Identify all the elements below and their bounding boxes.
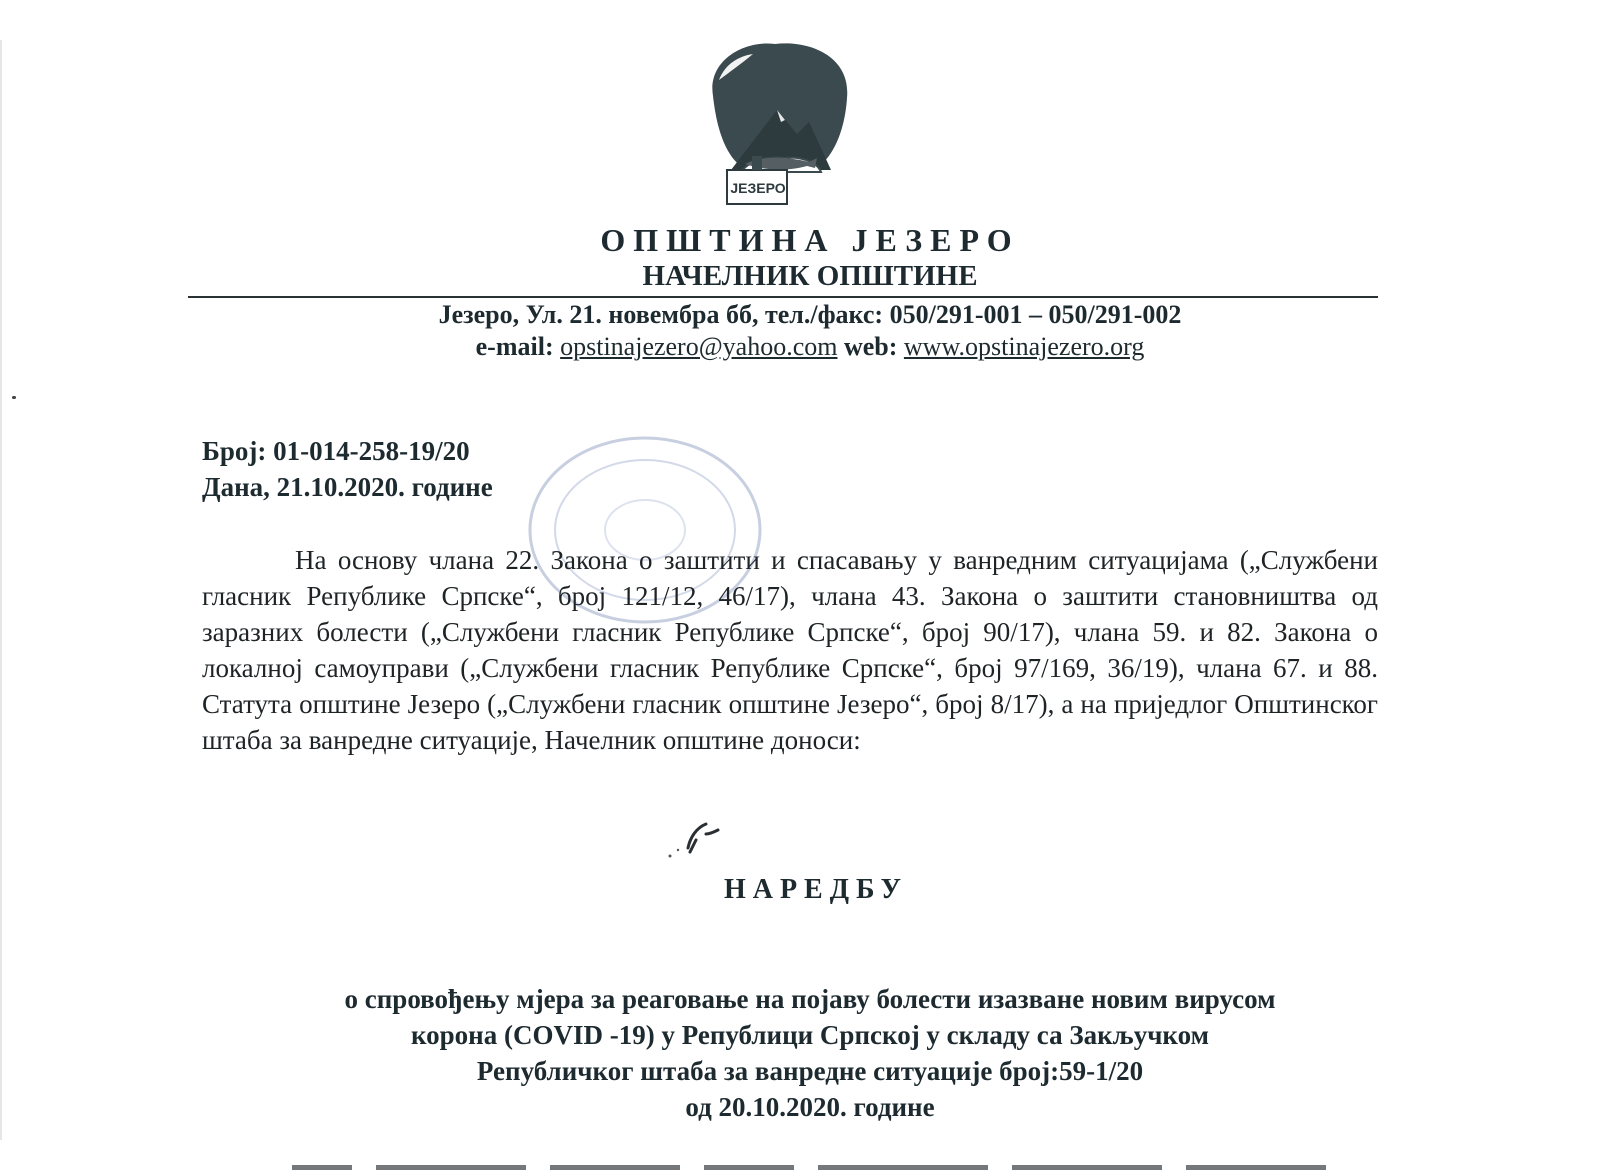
document-subtitle-line-4: од 20.10.2020. године bbox=[685, 1092, 935, 1122]
web-link[interactable]: www.opstinajezero.org bbox=[903, 332, 1145, 361]
document-subtitle-line-2: корона (COVID -19) у Републици Српској у складу са Закључком bbox=[410, 1020, 1210, 1050]
logo-label: ЈЕЗЕРО bbox=[730, 180, 786, 196]
legal-basis-paragraph: На основу члана 22. Закона о заштити и спасавању у ванредним ситуацијама („Службени гласник Републике Српске“, број 121/12, 46/17), члана 43. Закона о заштити становништва од заразних болести („Службени гласник Републике Српске“, број 90/17), члана 59. и 82. Закона о локалној самоуправи („Службени гласник Републике Српске“, број 97/169, 36/19), члана 67. и 88. Статута општине Језеро („Службени гласник општине Језеро“, број 8/17), а на приједлог Општинског штаба за ванредне ситуације, Начелник општине доноси: bbox=[202, 545, 1378, 755]
web-label: web: bbox=[843, 332, 898, 361]
document-subtitle-line-3: Републичког штаба за ванредне ситуације број:59-1/20 bbox=[476, 1056, 1144, 1086]
address-line: Језеро, Ул. 21. новембра бб, тел./факс: 050/291-001 – 050/291-002 bbox=[438, 300, 1182, 329]
document-title: НАРЕДБУ bbox=[723, 874, 909, 905]
reference-number: Број: 01-014-258-19/20 bbox=[202, 436, 470, 466]
reference-date: Дана, 21.10.2020. године bbox=[202, 472, 493, 502]
email-link[interactable]: opstinajezero@yahoo.com bbox=[560, 332, 838, 361]
scan-speck bbox=[12, 396, 16, 399]
header-divider bbox=[188, 296, 1378, 298]
contact-line bbox=[0, 332, 1620, 362]
document-subtitle-line-1: о спровођењу мјера за реаговање на појаву болести изазване новим вирусом bbox=[344, 984, 1276, 1014]
scan-edge bbox=[0, 40, 2, 1140]
municipality-name: ОПШТИНА ЈЕЗЕРО bbox=[600, 222, 1020, 258]
signature-mark-icon bbox=[660, 808, 740, 863]
email-label: e-mail: bbox=[475, 332, 554, 361]
office-name: НАЧЕЛНИК ОПШТИНЕ bbox=[642, 260, 978, 292]
truncated-next-line bbox=[292, 1158, 1378, 1170]
